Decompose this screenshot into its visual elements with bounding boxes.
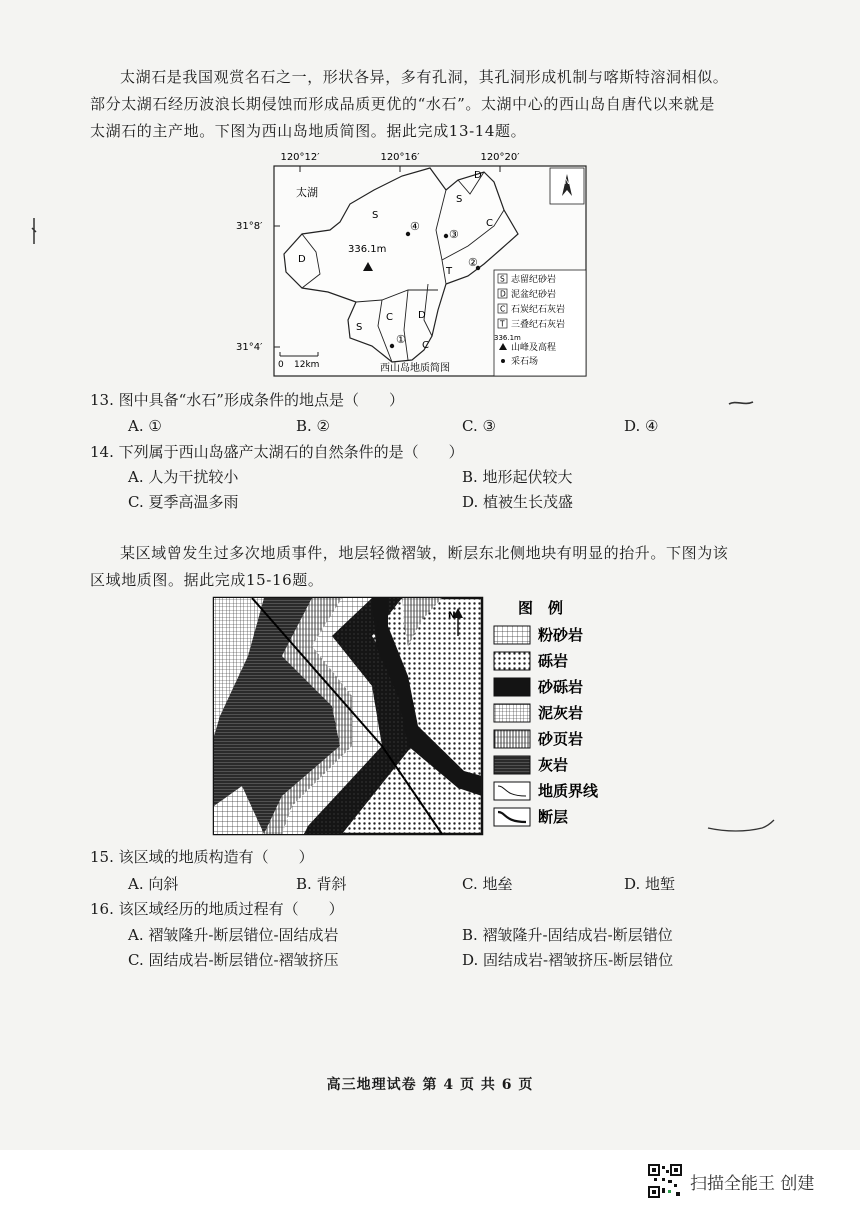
page-footer: 高三地理试卷 第 4 页 共 6 页: [326, 1077, 534, 1093]
regional-geology-map: [212, 596, 628, 836]
xishan-geology-map: [232, 150, 592, 382]
lon-label: 120°16′: [380, 152, 420, 163]
scale-zero: 0: [278, 360, 284, 370]
svg-text:C: C: [500, 304, 506, 314]
region-letter: S: [456, 194, 463, 205]
q16-option-b[interactable]: B. 褶皱隆升-固结成岩-断层错位: [462, 926, 673, 944]
scale-label: 12km: [294, 360, 320, 370]
legend-label: 志留纪砂岩: [511, 275, 557, 285]
svg-text:S: S: [500, 274, 505, 284]
lon-label: 120°20′: [480, 152, 520, 163]
question-16-stem: 16. 该区域经历的地质过程有（ ）: [90, 900, 344, 918]
north-label: N: [564, 177, 570, 186]
region-letter: C: [422, 340, 429, 351]
q15-option-d[interactable]: D. 地堑: [624, 875, 676, 893]
region-letter: D: [418, 310, 426, 321]
svg-text:T: T: [500, 319, 505, 329]
q14-option-b[interactable]: B. 地形起伏较大: [462, 468, 573, 486]
quarry-label: ②: [468, 256, 478, 269]
legend-label: 三叠纪石灰岩: [511, 320, 566, 330]
q13-option-d[interactable]: D. ④: [624, 417, 659, 435]
intro-paragraph-2: 某区域曾发生过多次地质事件，地层轻微褶皱，断层东北侧地块有明显的抬升。下图为该区域地质图。据此完成15-16题。: [90, 544, 729, 589]
q16-option-c[interactable]: C. 固结成岩-断层错位-褶皱挤压: [128, 951, 339, 969]
legend-label: 采石场: [511, 357, 539, 367]
region-letter: S: [372, 210, 379, 221]
scanner-watermark: [648, 1164, 814, 1198]
region-letter: C: [486, 218, 493, 229]
legend-label: 砂砾岩: [538, 678, 584, 696]
legend-label: 石炭纪石灰岩: [511, 305, 566, 315]
watermark-text: 扫描全能王 创建: [690, 1173, 815, 1194]
q16-option-a[interactable]: A. 褶皱隆升-断层错位-固结成岩: [128, 926, 339, 944]
scan-mark: [706, 818, 776, 838]
legend-label: 泥灰岩: [538, 704, 584, 722]
quarry-marker: [444, 234, 448, 238]
lake-label: 太湖: [296, 186, 318, 199]
lat-label: 31°8′: [236, 221, 263, 232]
legend-title: 图 例: [518, 599, 564, 617]
region-letter: D: [298, 254, 306, 265]
scan-mark: [728, 396, 754, 410]
quarry-label: ④: [410, 220, 420, 233]
region-letter: C: [386, 312, 393, 323]
map-caption: 西山岛地质简图: [380, 363, 450, 374]
q13-option-c[interactable]: C. ③: [462, 417, 496, 435]
q14-option-c[interactable]: C. 夏季高温多雨: [128, 493, 239, 511]
legend-label: 粉砂岩: [538, 626, 584, 644]
q14-option-a[interactable]: A. 人为干扰较小: [128, 468, 239, 486]
lon-label: 120°12′: [280, 152, 320, 163]
q13-option-b[interactable]: B. ②: [296, 417, 331, 435]
legend-label: 砾岩: [538, 652, 569, 670]
quarry-marker: [390, 344, 394, 348]
svg-text:D: D: [500, 289, 506, 299]
north-label: N: [448, 611, 456, 621]
region-letter: D: [474, 170, 482, 181]
q15-option-b[interactable]: B. 背斜: [296, 875, 347, 893]
legend-label: 砂页岩: [538, 730, 584, 748]
q14-option-d[interactable]: D. 植被生长茂盛: [462, 493, 574, 511]
intro-paragraph-1: 太湖石是我国观赏名石之一，形状各异，多有孔洞，其孔洞形成机制与喀斯特溶洞相似。部分太湖石经历波浪长期侵蚀而形成品质更优的“水石”。太湖中心的西山岛自唐代以来就是太湖石的主产地。下图为西山岛地质简图。据此完成13-14题。: [90, 68, 729, 140]
question-15-stem: 15. 该区域的地质构造有（ ）: [90, 848, 314, 866]
question-14-stem: 14. 下列属于西山岛盛产太湖石的自然条件的是（ ）: [90, 443, 464, 461]
quarry-label: ③: [449, 228, 459, 241]
q15-option-c[interactable]: C. 地垒: [462, 875, 513, 893]
qr-code-icon: [648, 1164, 682, 1198]
peak-label: 336.1m: [348, 244, 387, 255]
quarry-label: ①: [396, 333, 406, 346]
region-letter: S: [356, 322, 363, 333]
q16-option-d[interactable]: D. 固结成岩-褶皱挤压-断层错位: [462, 951, 674, 969]
legend-label: 泥盆纪砂岩: [511, 290, 557, 300]
region-letter: T: [446, 266, 453, 277]
question-13-stem: 13. 图中具备“水石”形成条件的地点是（ ）: [90, 391, 404, 409]
q13-option-a[interactable]: A. ①: [128, 417, 162, 435]
legend-label: 地质界线: [538, 782, 599, 800]
scan-mark: [30, 218, 38, 244]
lat-label: 31°4′: [236, 342, 263, 353]
legend-label: 山峰及高程: [511, 343, 557, 353]
legend-peak-value: 336.1m: [494, 334, 521, 342]
q15-option-a[interactable]: A. 向斜: [128, 875, 179, 893]
legend-label: 灰岩: [538, 756, 569, 774]
legend-label: 断层: [538, 808, 569, 826]
